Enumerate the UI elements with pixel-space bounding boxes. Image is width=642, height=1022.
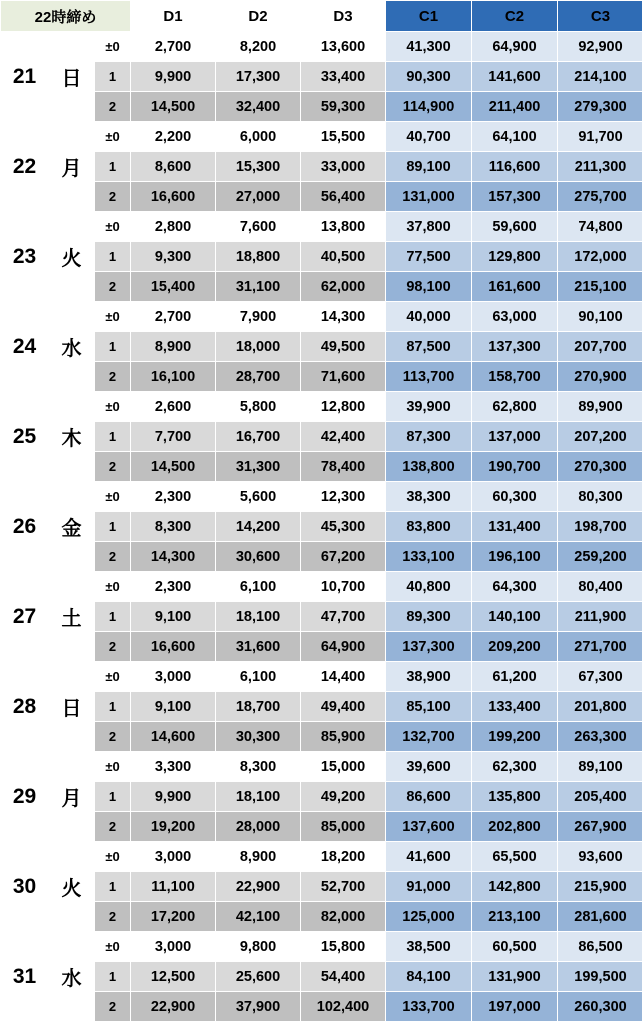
value-cell-d2: 9,800 [216, 932, 301, 962]
value-cell-c2: 141,600 [472, 62, 558, 92]
value-cell-c3: 89,900 [558, 392, 642, 422]
day-of-week: 金 [49, 482, 95, 572]
value-cell-c2: 197,000 [472, 992, 558, 1022]
value-cell-c3: 199,500 [558, 962, 642, 992]
table-row [1, 812, 642, 842]
value-cell-c1: 91,000 [386, 872, 472, 902]
step-label: 2 [95, 182, 131, 212]
table-row [1, 782, 642, 812]
value-cell-d3: 40,500 [301, 242, 386, 272]
value-cell-d3: 14,300 [301, 302, 386, 332]
value-cell-d2: 42,100 [216, 902, 301, 932]
value-cell-d1: 2,300 [131, 482, 216, 512]
value-cell-d2: 15,300 [216, 152, 301, 182]
column-header-d3: D3 [301, 1, 386, 32]
day-of-week: 火 [49, 842, 95, 932]
value-cell-c1: 137,600 [386, 812, 472, 842]
table-row [1, 992, 642, 1022]
value-cell-d1: 14,500 [131, 452, 216, 482]
table-row [1, 842, 642, 872]
table-row [1, 452, 642, 482]
value-cell-d2: 6,100 [216, 572, 301, 602]
value-cell-c1: 87,500 [386, 332, 472, 362]
column-header-d2: D2 [216, 1, 301, 32]
day-number: 27 [1, 572, 49, 662]
step-label: 2 [95, 272, 131, 302]
step-label: ±0 [95, 392, 131, 422]
step-label: ±0 [95, 212, 131, 242]
value-cell-c3: 207,200 [558, 422, 642, 452]
step-label: ±0 [95, 752, 131, 782]
value-cell-c2: 65,500 [472, 842, 558, 872]
value-cell-c2: 60,500 [472, 932, 558, 962]
value-cell-c2: 158,700 [472, 362, 558, 392]
value-cell-d2: 8,900 [216, 842, 301, 872]
value-cell-c1: 90,300 [386, 62, 472, 92]
value-cell-d2: 25,600 [216, 962, 301, 992]
value-cell-d3: 12,800 [301, 392, 386, 422]
day-number: 24 [1, 302, 49, 392]
value-cell-d3: 13,800 [301, 212, 386, 242]
value-cell-c2: 202,800 [472, 812, 558, 842]
value-cell-d3: 82,000 [301, 902, 386, 932]
day-number: 31 [1, 932, 49, 1022]
value-cell-c1: 87,300 [386, 422, 472, 452]
table-row [1, 332, 642, 362]
step-label: 2 [95, 812, 131, 842]
step-label: ±0 [95, 122, 131, 152]
table-row [1, 872, 642, 902]
value-cell-c2: 157,300 [472, 182, 558, 212]
value-cell-d2: 31,100 [216, 272, 301, 302]
column-header-c3: C3 [558, 1, 642, 32]
value-cell-c3: 211,300 [558, 152, 642, 182]
value-cell-d1: 2,600 [131, 392, 216, 422]
value-cell-d3: 64,900 [301, 632, 386, 662]
table-row [1, 542, 642, 572]
day-of-week: 日 [49, 32, 95, 122]
step-label: 1 [95, 692, 131, 722]
value-cell-c2: 64,300 [472, 572, 558, 602]
value-cell-c1: 86,600 [386, 782, 472, 812]
table-body [1, 32, 642, 1022]
table-header [1, 1, 642, 32]
value-cell-d3: 54,400 [301, 962, 386, 992]
value-cell-d3: 102,400 [301, 992, 386, 1022]
value-cell-d2: 14,200 [216, 512, 301, 542]
value-cell-d3: 42,400 [301, 422, 386, 452]
value-cell-c2: 59,600 [472, 212, 558, 242]
value-cell-d1: 3,000 [131, 932, 216, 962]
table-row [1, 482, 642, 512]
step-label: ±0 [95, 302, 131, 332]
value-cell-d2: 8,300 [216, 752, 301, 782]
value-cell-d2: 31,600 [216, 632, 301, 662]
value-cell-d3: 12,300 [301, 482, 386, 512]
table-row [1, 662, 642, 692]
day-of-week: 木 [49, 392, 95, 482]
value-cell-c2: 131,400 [472, 512, 558, 542]
value-cell-d3: 45,300 [301, 512, 386, 542]
value-cell-d1: 19,200 [131, 812, 216, 842]
step-label: 2 [95, 722, 131, 752]
value-cell-c3: 270,900 [558, 362, 642, 392]
value-cell-d3: 52,700 [301, 872, 386, 902]
value-cell-d1: 16,600 [131, 182, 216, 212]
table-row [1, 212, 642, 242]
value-cell-c2: 60,300 [472, 482, 558, 512]
value-cell-c2: 213,100 [472, 902, 558, 932]
value-cell-c3: 86,500 [558, 932, 642, 962]
value-cell-c1: 133,100 [386, 542, 472, 572]
value-cell-d2: 18,100 [216, 602, 301, 632]
value-cell-c1: 113,700 [386, 362, 472, 392]
value-cell-c1: 133,700 [386, 992, 472, 1022]
day-number: 29 [1, 752, 49, 842]
value-cell-d2: 6,100 [216, 662, 301, 692]
step-label: 1 [95, 872, 131, 902]
value-cell-c1: 131,000 [386, 182, 472, 212]
value-cell-d2: 28,700 [216, 362, 301, 392]
value-cell-c2: 131,900 [472, 962, 558, 992]
value-cell-c2: 137,300 [472, 332, 558, 362]
step-label: 1 [95, 422, 131, 452]
value-cell-c3: 211,900 [558, 602, 642, 632]
value-cell-d3: 85,000 [301, 812, 386, 842]
value-cell-c1: 125,000 [386, 902, 472, 932]
step-label: 1 [95, 962, 131, 992]
step-label: 2 [95, 92, 131, 122]
day-number: 25 [1, 392, 49, 482]
value-cell-c2: 135,800 [472, 782, 558, 812]
value-cell-d3: 47,700 [301, 602, 386, 632]
table-row [1, 602, 642, 632]
value-cell-c3: 80,400 [558, 572, 642, 602]
value-cell-c3: 198,700 [558, 512, 642, 542]
value-cell-d1: 7,700 [131, 422, 216, 452]
step-label: 2 [95, 902, 131, 932]
value-cell-d3: 33,400 [301, 62, 386, 92]
value-cell-d1: 14,300 [131, 542, 216, 572]
value-cell-c3: 259,200 [558, 542, 642, 572]
value-cell-d2: 31,300 [216, 452, 301, 482]
step-label: 2 [95, 452, 131, 482]
value-cell-c2: 129,800 [472, 242, 558, 272]
value-cell-d2: 28,000 [216, 812, 301, 842]
value-cell-c1: 37,800 [386, 212, 472, 242]
table-row [1, 122, 642, 152]
value-cell-d1: 14,600 [131, 722, 216, 752]
step-label: 1 [95, 152, 131, 182]
value-cell-c1: 137,300 [386, 632, 472, 662]
value-cell-c3: 201,800 [558, 692, 642, 722]
value-cell-d1: 9,900 [131, 782, 216, 812]
step-label: ±0 [95, 842, 131, 872]
value-cell-c2: 137,000 [472, 422, 558, 452]
value-cell-d1: 22,900 [131, 992, 216, 1022]
value-cell-d3: 49,400 [301, 692, 386, 722]
value-cell-d2: 18,000 [216, 332, 301, 362]
value-cell-c3: 279,300 [558, 92, 642, 122]
value-cell-c3: 263,300 [558, 722, 642, 752]
step-label: 1 [95, 242, 131, 272]
value-cell-d2: 8,200 [216, 32, 301, 62]
value-cell-d2: 30,300 [216, 722, 301, 752]
value-cell-c3: 93,600 [558, 842, 642, 872]
value-cell-d2: 18,100 [216, 782, 301, 812]
value-cell-c1: 83,800 [386, 512, 472, 542]
value-cell-c3: 270,300 [558, 452, 642, 482]
value-cell-c1: 39,900 [386, 392, 472, 422]
value-cell-c1: 40,000 [386, 302, 472, 332]
value-cell-c1: 138,800 [386, 452, 472, 482]
value-cell-d3: 10,700 [301, 572, 386, 602]
value-cell-d3: 49,200 [301, 782, 386, 812]
header-title: 22時締め [1, 1, 131, 32]
value-cell-d1: 2,300 [131, 572, 216, 602]
value-cell-d1: 12,500 [131, 962, 216, 992]
value-cell-c1: 38,300 [386, 482, 472, 512]
value-cell-c3: 90,100 [558, 302, 642, 332]
column-header-c1: C1 [386, 1, 472, 32]
value-cell-d2: 7,600 [216, 212, 301, 242]
table-row [1, 32, 642, 62]
column-header-d1: D1 [131, 1, 216, 32]
table-row [1, 422, 642, 452]
value-cell-c1: 40,700 [386, 122, 472, 152]
value-cell-d3: 15,500 [301, 122, 386, 152]
day-number: 21 [1, 32, 49, 122]
step-label: 1 [95, 512, 131, 542]
table-row [1, 932, 642, 962]
step-label: ±0 [95, 572, 131, 602]
table-header-row [1, 1, 642, 32]
value-cell-d1: 11,100 [131, 872, 216, 902]
value-cell-d3: 13,600 [301, 32, 386, 62]
day-number: 22 [1, 122, 49, 212]
table-row [1, 392, 642, 422]
value-cell-c1: 41,300 [386, 32, 472, 62]
value-cell-d1: 14,500 [131, 92, 216, 122]
day-of-week: 水 [49, 302, 95, 392]
column-header-c2: C2 [472, 1, 558, 32]
value-cell-d3: 15,800 [301, 932, 386, 962]
value-cell-c2: 62,300 [472, 752, 558, 782]
value-cell-d3: 62,000 [301, 272, 386, 302]
value-cell-d1: 9,100 [131, 692, 216, 722]
value-cell-d3: 67,200 [301, 542, 386, 572]
table-row [1, 722, 642, 752]
table-row [1, 92, 642, 122]
step-label: 1 [95, 332, 131, 362]
value-cell-d2: 22,900 [216, 872, 301, 902]
table-row [1, 182, 642, 212]
value-cell-d1: 9,300 [131, 242, 216, 272]
value-cell-d1: 15,400 [131, 272, 216, 302]
value-cell-c1: 89,100 [386, 152, 472, 182]
day-number: 26 [1, 482, 49, 572]
value-cell-d3: 15,000 [301, 752, 386, 782]
value-cell-d1: 9,100 [131, 602, 216, 632]
value-cell-d3: 18,200 [301, 842, 386, 872]
value-cell-d1: 8,300 [131, 512, 216, 542]
value-cell-d1: 3,000 [131, 842, 216, 872]
value-cell-c1: 98,100 [386, 272, 472, 302]
value-cell-c1: 114,900 [386, 92, 472, 122]
step-label: 2 [95, 542, 131, 572]
value-cell-c3: 275,700 [558, 182, 642, 212]
value-cell-c2: 140,100 [472, 602, 558, 632]
value-cell-c2: 61,200 [472, 662, 558, 692]
value-cell-c2: 133,400 [472, 692, 558, 722]
step-label: 2 [95, 632, 131, 662]
value-cell-c3: 205,400 [558, 782, 642, 812]
table-row [1, 362, 642, 392]
value-cell-d1: 17,200 [131, 902, 216, 932]
value-cell-d2: 37,900 [216, 992, 301, 1022]
table-row [1, 272, 642, 302]
step-label: 1 [95, 782, 131, 812]
value-cell-c3: 215,100 [558, 272, 642, 302]
value-cell-d2: 16,700 [216, 422, 301, 452]
table-row [1, 962, 642, 992]
step-label: ±0 [95, 32, 131, 62]
value-cell-d2: 17,300 [216, 62, 301, 92]
value-cell-d1: 3,300 [131, 752, 216, 782]
value-cell-c2: 63,000 [472, 302, 558, 332]
value-cell-d2: 5,600 [216, 482, 301, 512]
value-cell-c1: 38,900 [386, 662, 472, 692]
value-cell-d3: 78,400 [301, 452, 386, 482]
table-row [1, 242, 642, 272]
value-cell-c2: 196,100 [472, 542, 558, 572]
table-row [1, 302, 642, 332]
value-cell-d1: 2,800 [131, 212, 216, 242]
step-label: ±0 [95, 482, 131, 512]
table-row [1, 902, 642, 932]
value-cell-d1: 16,600 [131, 632, 216, 662]
day-of-week: 日 [49, 662, 95, 752]
value-cell-c2: 62,800 [472, 392, 558, 422]
value-cell-d1: 2,700 [131, 32, 216, 62]
value-cell-c3: 92,900 [558, 32, 642, 62]
value-cell-d1: 3,000 [131, 662, 216, 692]
value-cell-c1: 132,700 [386, 722, 472, 752]
value-cell-c1: 85,100 [386, 692, 472, 722]
value-cell-d3: 33,000 [301, 152, 386, 182]
table-row [1, 752, 642, 782]
day-number: 23 [1, 212, 49, 302]
value-cell-c2: 209,200 [472, 632, 558, 662]
day-of-week: 月 [49, 752, 95, 842]
value-cell-d3: 49,500 [301, 332, 386, 362]
value-cell-c3: 91,700 [558, 122, 642, 152]
value-cell-d2: 7,900 [216, 302, 301, 332]
value-cell-d3: 71,600 [301, 362, 386, 392]
value-cell-d2: 5,800 [216, 392, 301, 422]
value-cell-c3: 207,700 [558, 332, 642, 362]
value-cell-c3: 271,700 [558, 632, 642, 662]
value-cell-d1: 8,600 [131, 152, 216, 182]
value-cell-d3: 85,900 [301, 722, 386, 752]
value-cell-c2: 64,100 [472, 122, 558, 152]
step-label: 2 [95, 362, 131, 392]
value-cell-c2: 211,400 [472, 92, 558, 122]
value-cell-d2: 32,400 [216, 92, 301, 122]
table-row [1, 632, 642, 662]
value-cell-c2: 116,600 [472, 152, 558, 182]
value-cell-d2: 27,000 [216, 182, 301, 212]
value-cell-d1: 8,900 [131, 332, 216, 362]
value-cell-c2: 190,700 [472, 452, 558, 482]
value-cell-d2: 18,800 [216, 242, 301, 272]
value-cell-c3: 215,900 [558, 872, 642, 902]
value-cell-d2: 6,000 [216, 122, 301, 152]
day-of-week: 土 [49, 572, 95, 662]
value-cell-d1: 2,700 [131, 302, 216, 332]
value-cell-c2: 64,900 [472, 32, 558, 62]
value-cell-c1: 77,500 [386, 242, 472, 272]
day-of-week: 月 [49, 122, 95, 212]
value-cell-c2: 199,200 [472, 722, 558, 752]
value-cell-c3: 260,300 [558, 992, 642, 1022]
value-cell-d2: 30,600 [216, 542, 301, 572]
step-label: 1 [95, 602, 131, 632]
value-cell-c2: 142,800 [472, 872, 558, 902]
value-cell-c3: 267,900 [558, 812, 642, 842]
value-cell-c1: 38,500 [386, 932, 472, 962]
value-cell-c1: 39,600 [386, 752, 472, 782]
value-cell-c3: 80,300 [558, 482, 642, 512]
table-row [1, 62, 642, 92]
value-cell-c3: 67,300 [558, 662, 642, 692]
step-label: ±0 [95, 662, 131, 692]
value-cell-c1: 89,300 [386, 602, 472, 632]
day-number: 28 [1, 662, 49, 752]
day-of-week: 火 [49, 212, 95, 302]
value-cell-c1: 84,100 [386, 962, 472, 992]
value-cell-d1: 2,200 [131, 122, 216, 152]
value-cell-c3: 214,100 [558, 62, 642, 92]
step-label: 2 [95, 992, 131, 1022]
step-label: 1 [95, 62, 131, 92]
day-of-week: 水 [49, 932, 95, 1022]
value-cell-c3: 74,800 [558, 212, 642, 242]
table-row [1, 692, 642, 722]
value-cell-c2: 161,600 [472, 272, 558, 302]
value-cell-c1: 41,600 [386, 842, 472, 872]
value-cell-c1: 40,800 [386, 572, 472, 602]
day-number: 30 [1, 842, 49, 932]
value-cell-d3: 56,400 [301, 182, 386, 212]
value-cell-d3: 14,400 [301, 662, 386, 692]
value-cell-c3: 89,100 [558, 752, 642, 782]
value-cell-d1: 16,100 [131, 362, 216, 392]
step-label: ±0 [95, 932, 131, 962]
value-cell-d2: 18,700 [216, 692, 301, 722]
value-cell-c3: 281,600 [558, 902, 642, 932]
table-row [1, 572, 642, 602]
value-cell-d3: 59,300 [301, 92, 386, 122]
table-row [1, 152, 642, 182]
value-cell-d1: 9,900 [131, 62, 216, 92]
value-cell-c3: 172,000 [558, 242, 642, 272]
table-row [1, 512, 642, 542]
